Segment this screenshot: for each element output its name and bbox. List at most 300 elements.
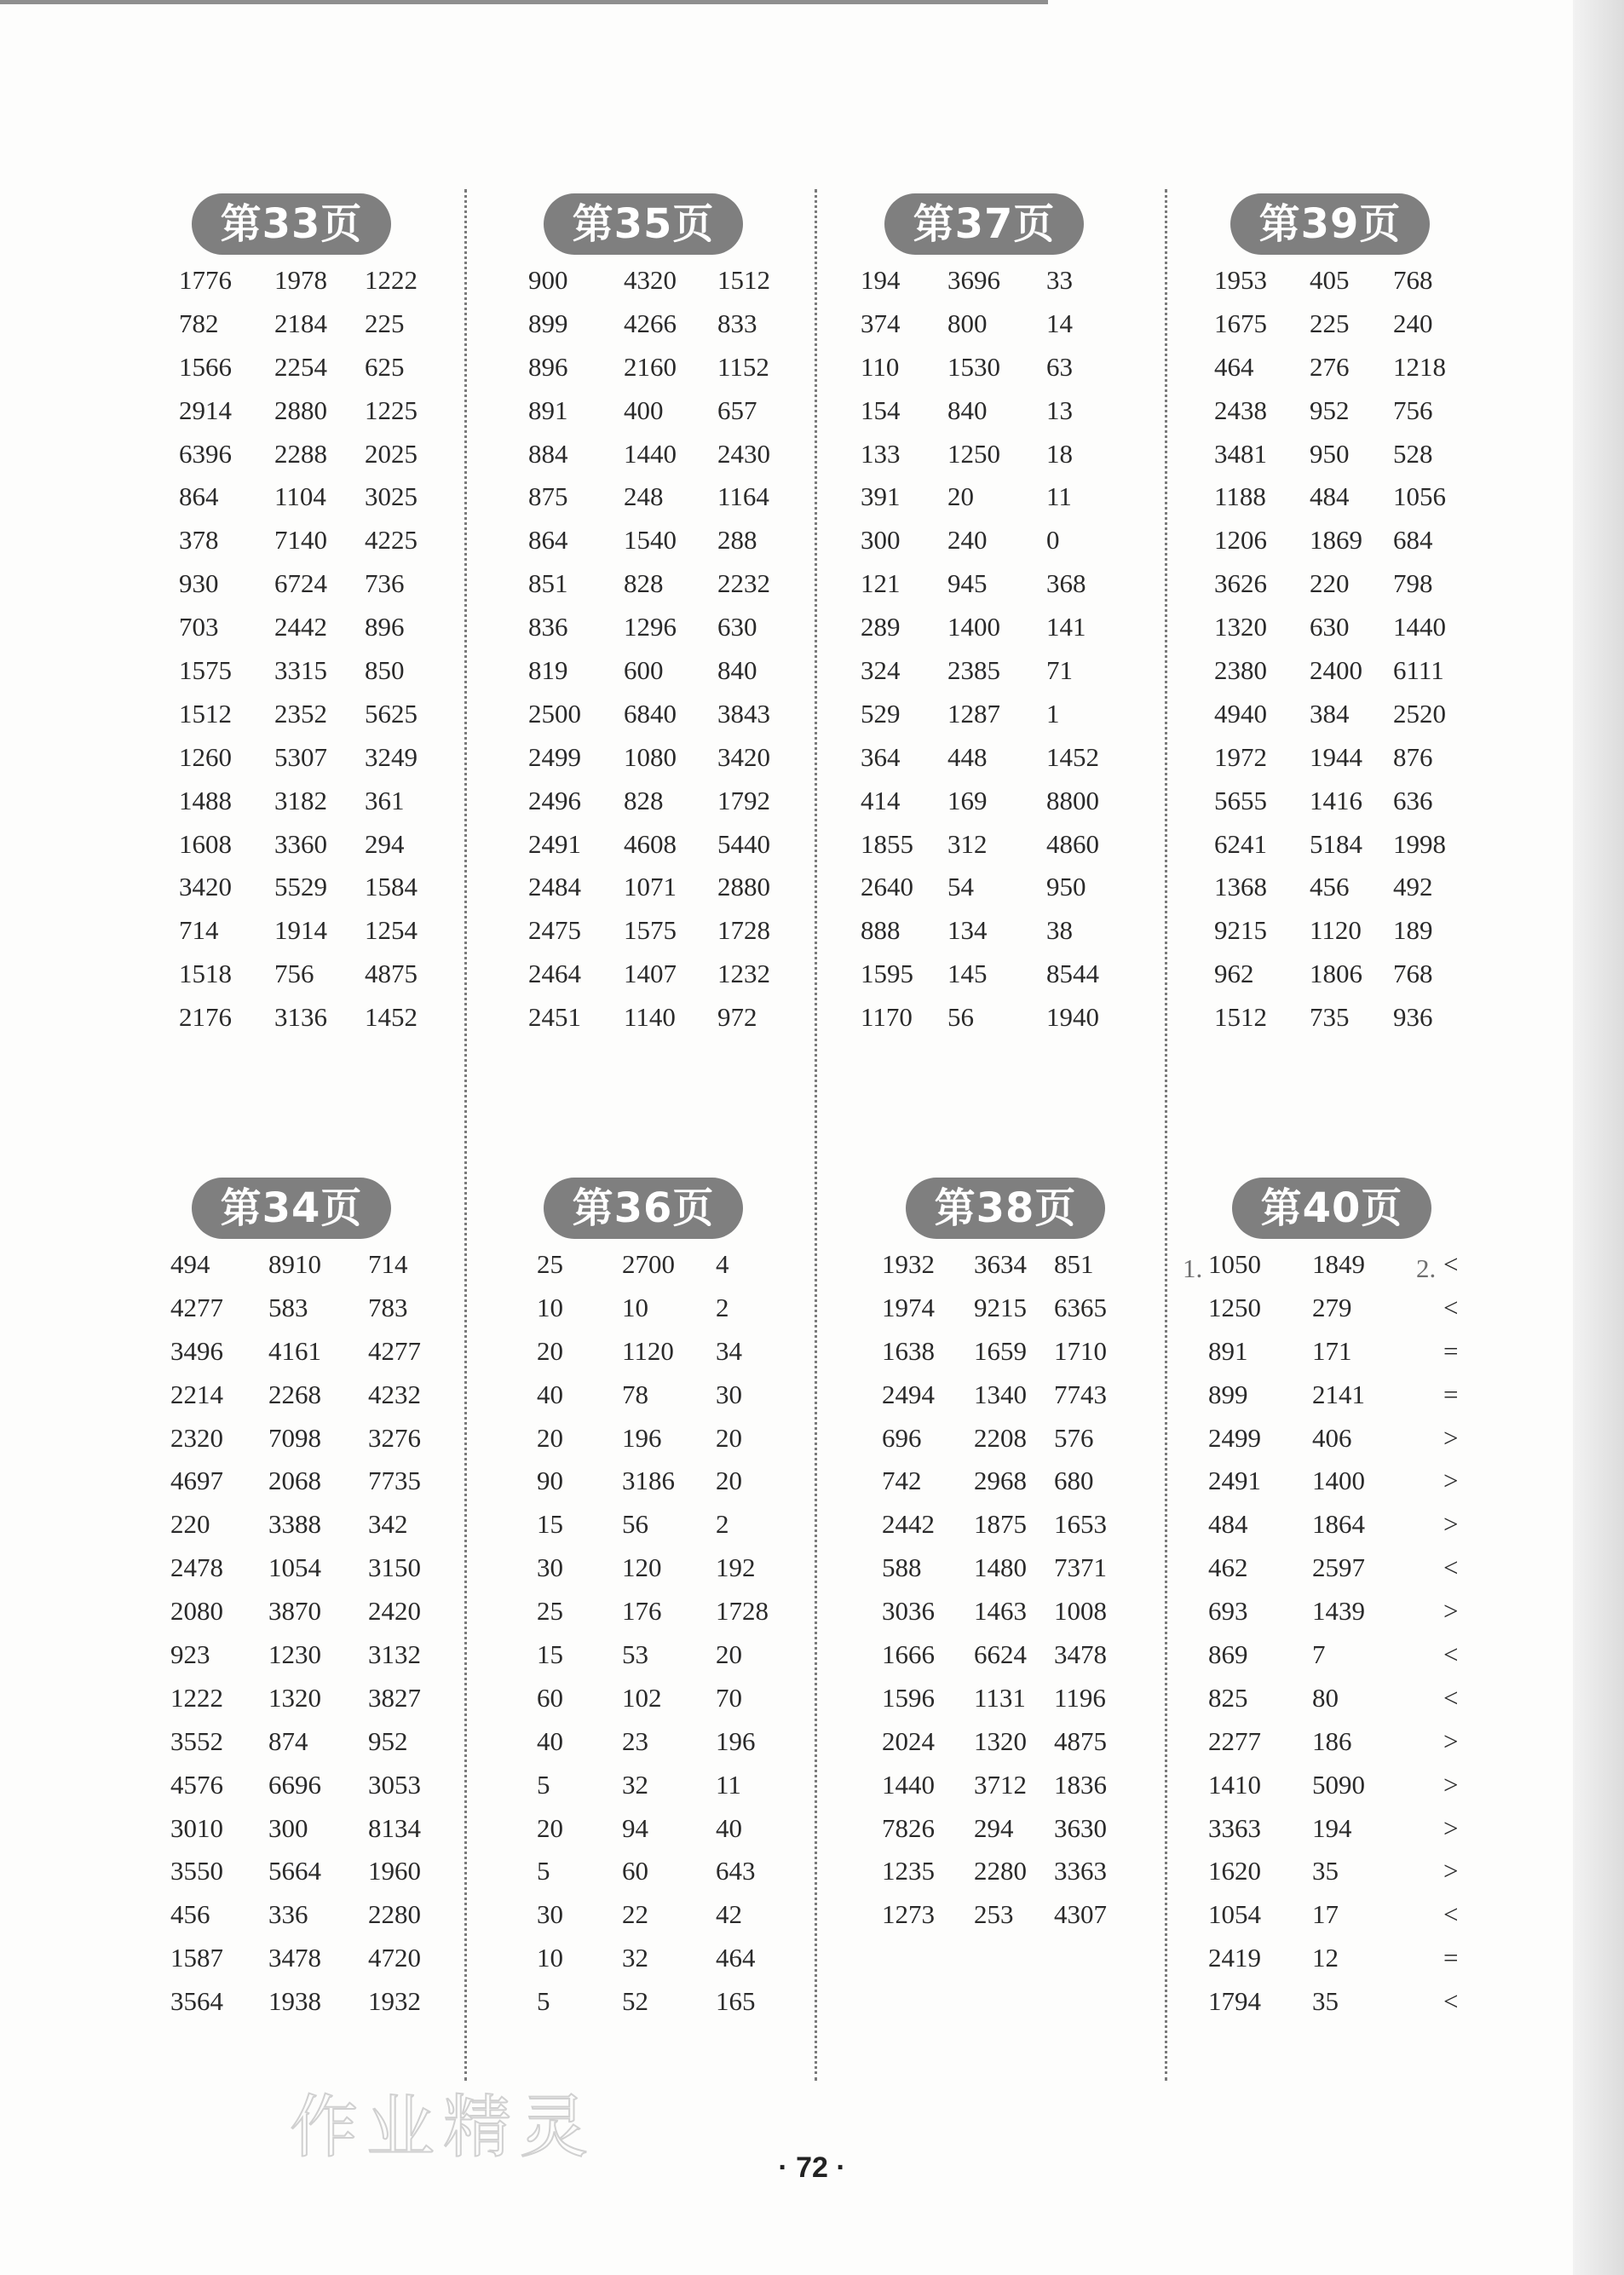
answer-value: 3550 [170, 1856, 223, 1886]
answer-value: 2597 [1312, 1552, 1365, 1583]
answer-value: 1320 [268, 1682, 321, 1713]
answer-value: 368 [1046, 568, 1086, 599]
answer-value: 684 [1393, 525, 1433, 556]
answer-value: 576 [1054, 1422, 1094, 1453]
answer-value: 8544 [1046, 959, 1099, 989]
answer-value: 1596 [882, 1682, 935, 1713]
answer-value: 1792 [717, 785, 770, 815]
answer-value: 600 [624, 655, 664, 686]
answer-value: 2484 [528, 872, 581, 902]
answer-value: = [1443, 1379, 1459, 1409]
answer-value: 1836 [1054, 1769, 1107, 1800]
answer-value: 2208 [974, 1422, 1027, 1453]
answer-value: 462 [1208, 1552, 1248, 1583]
answer-value: 194 [861, 265, 901, 295]
answer-value: 30 [537, 1552, 563, 1583]
answer-value: 225 [365, 308, 405, 338]
answer-value: 2499 [528, 741, 581, 772]
answer-value: 1260 [179, 741, 232, 772]
answer-value: 1728 [716, 1596, 769, 1627]
answer-value: 7140 [274, 525, 327, 556]
answer-value: 1188 [1214, 481, 1266, 512]
answer-value: 12 [1312, 1943, 1339, 1973]
answer-value: 9215 [1214, 915, 1267, 946]
answer-value: 7826 [882, 1812, 935, 1843]
answer-value: 15 [537, 1509, 563, 1540]
answer-value: 494 [170, 1249, 210, 1279]
answer-value: 90 [537, 1466, 563, 1496]
answer-value: 3827 [368, 1682, 421, 1713]
answer-value: 529 [861, 698, 901, 729]
page-title-badge: 第37页 [884, 193, 1084, 255]
answer-value: 32 [622, 1943, 648, 1973]
answer-value: 464 [1214, 351, 1254, 382]
page-title-badge: 第39页 [1230, 193, 1430, 255]
answer-value: 484 [1208, 1509, 1248, 1540]
answer-value: 783 [368, 1292, 408, 1322]
answer-value: 1170 [861, 1002, 913, 1033]
answer-value: 833 [717, 308, 757, 338]
answer-value: 300 [268, 1812, 308, 1843]
answer-value: 110 [861, 351, 900, 382]
answer-value: 30 [537, 1899, 563, 1930]
answer-value: 3136 [274, 1002, 327, 1033]
answer-value: 14 [1046, 308, 1073, 338]
answer-value: 288 [717, 525, 757, 556]
answer-value: 20 [537, 1335, 563, 1366]
answer-value: 3478 [1054, 1639, 1107, 1670]
answer-value: 2320 [170, 1422, 223, 1453]
answer-value: 3712 [974, 1769, 1027, 1800]
answer-value: 1452 [1046, 741, 1099, 772]
answer-value: 952 [1310, 395, 1350, 425]
answer-value: 2494 [882, 1379, 935, 1409]
answer-value: 35 [1312, 1856, 1339, 1886]
answer-value: 35 [1312, 1986, 1339, 2017]
answer-value: 2232 [717, 568, 770, 599]
answer-value: 1410 [1208, 1769, 1261, 1800]
answer-value: > [1443, 1769, 1459, 1800]
answer-value: 2025 [365, 438, 418, 469]
answer-value: 1439 [1312, 1596, 1365, 1627]
answer-value: 2478 [170, 1552, 223, 1583]
answer-value: 2438 [1214, 395, 1267, 425]
answer-value: 54 [947, 872, 974, 902]
answer-value: 145 [947, 959, 988, 989]
answer-value: 189 [1393, 915, 1433, 946]
answer-value: 3696 [947, 265, 1000, 295]
answer-value: 657 [717, 395, 757, 425]
answer-value: 1104 [274, 481, 326, 512]
answer-value: 1056 [1393, 481, 1446, 512]
answer-value: 3363 [1208, 1812, 1261, 1843]
answer-value: 756 [1393, 395, 1433, 425]
answer-value: 20 [716, 1466, 742, 1496]
answer-value: 374 [861, 308, 901, 338]
answer-value: 3276 [368, 1422, 421, 1453]
question-number-2: 2. [1416, 1253, 1437, 1283]
answer-value: 2 [716, 1292, 729, 1322]
answer-value: 1440 [624, 438, 677, 469]
answer-value: 20 [947, 481, 974, 512]
answer-value: 194 [1312, 1812, 1352, 1843]
answer-value: 364 [861, 741, 901, 772]
answer-value: 4277 [170, 1292, 223, 1322]
answer-value: 4161 [268, 1335, 321, 1366]
answer-value: 819 [528, 655, 568, 686]
answer-value: 798 [1393, 568, 1433, 599]
answer-value: 3363 [1054, 1856, 1107, 1886]
answer-value: 1620 [1208, 1856, 1261, 1886]
answer-value: 1869 [1310, 525, 1362, 556]
answer-value: 1008 [1054, 1596, 1107, 1627]
answer-value: > [1443, 1509, 1459, 1540]
answer-value: 2430 [717, 438, 770, 469]
answer-value: 630 [717, 612, 757, 642]
answer-value: 6696 [268, 1769, 321, 1800]
answer-value: 1488 [179, 785, 232, 815]
answer-value: 1953 [1214, 265, 1267, 295]
answer-value: < [1443, 1249, 1459, 1279]
answer-value: 133 [861, 438, 901, 469]
answer-value: 3420 [717, 741, 770, 772]
answer-value: 1235 [882, 1856, 935, 1886]
answer-value: 141 [1046, 612, 1086, 642]
answer-value: 40 [537, 1725, 563, 1756]
answer-value: 7371 [1054, 1552, 1107, 1583]
answer-value: 5184 [1310, 828, 1362, 859]
answer-value: 782 [179, 308, 219, 338]
answer-value: 1960 [368, 1856, 421, 1886]
answer-value: 1320 [1214, 612, 1267, 642]
answer-value: 78 [622, 1379, 648, 1409]
answer-value: 220 [1310, 568, 1350, 599]
answer-value: 1587 [170, 1943, 223, 1973]
answer-value: 240 [1393, 308, 1433, 338]
answer-value: 3150 [368, 1552, 421, 1583]
answer-value: 2968 [974, 1466, 1027, 1496]
answer-value: 23 [622, 1725, 648, 1756]
answer-value: 4875 [365, 959, 418, 989]
page-title-badge: 第35页 [544, 193, 743, 255]
answer-value: 13 [1046, 395, 1073, 425]
answer-value: = [1443, 1335, 1459, 1366]
answer-value: 121 [861, 568, 901, 599]
top-rule [0, 0, 1048, 4]
answer-value: 2475 [528, 915, 581, 946]
answer-value: 6724 [274, 568, 327, 599]
answer-value: 18 [1046, 438, 1073, 469]
answer-value: 5307 [274, 741, 327, 772]
answer-value: > [1443, 1596, 1459, 1627]
answer-value: 2385 [947, 655, 1000, 686]
answer-value: 1222 [170, 1682, 223, 1713]
answer-value: 4940 [1214, 698, 1267, 729]
answer-value: 56 [947, 1002, 974, 1033]
answer-value: 7735 [368, 1466, 421, 1496]
answer-value: 2700 [622, 1249, 675, 1279]
answer-value: 1940 [1046, 1002, 1099, 1033]
answer-value: 2491 [528, 828, 581, 859]
answer-value: 1131 [974, 1682, 1026, 1713]
answer-value: 2914 [179, 395, 232, 425]
answer-value: 1340 [974, 1379, 1027, 1409]
answer-value: 3564 [170, 1986, 223, 2017]
answer-value: 289 [861, 612, 901, 642]
answer-value: 2214 [170, 1379, 223, 1409]
answer-value: 2254 [274, 351, 327, 382]
answer-value: 186 [1312, 1725, 1352, 1756]
answer-value: 154 [861, 395, 901, 425]
answer-value: 4320 [624, 265, 677, 295]
answer-value: 63 [1046, 351, 1073, 382]
answer-value: 896 [528, 351, 568, 382]
answer-value: 4225 [365, 525, 418, 556]
answer-value: 643 [716, 1856, 756, 1886]
answer-value: 2464 [528, 959, 581, 989]
answer-value: 56 [622, 1509, 648, 1540]
answer-value: 2419 [1208, 1943, 1261, 1973]
answer-value: 2080 [170, 1596, 223, 1627]
answer-value: 1400 [1312, 1466, 1365, 1496]
answer-value: 836 [528, 612, 568, 642]
answer-value: 40 [716, 1812, 742, 1843]
answer-value: 5664 [268, 1856, 321, 1886]
answer-value: > [1443, 1856, 1459, 1886]
answer-value: 5625 [365, 698, 418, 729]
answer-value: 60 [537, 1682, 563, 1713]
answer-value: 2451 [528, 1002, 581, 1033]
answer-value: 693 [1208, 1596, 1248, 1627]
answer-value: 884 [528, 438, 568, 469]
answer-value: 300 [861, 525, 901, 556]
page-title-badge: 第38页 [906, 1178, 1105, 1239]
page-title-badge: 第36页 [544, 1178, 743, 1239]
answer-value: 1440 [882, 1769, 935, 1800]
answer-value: 276 [1310, 351, 1350, 382]
answer-value: 4608 [624, 828, 677, 859]
answer-value: 2160 [624, 351, 677, 382]
answer-value: 20 [537, 1812, 563, 1843]
answer-value: 2442 [882, 1509, 935, 1540]
answer-value: 342 [368, 1509, 408, 1540]
answer-value: 60 [622, 1856, 648, 1886]
answer-value: 1120 [1310, 915, 1362, 946]
answer-value: 800 [947, 308, 988, 338]
answer-value: 3481 [1214, 438, 1267, 469]
answer-value: 1849 [1312, 1249, 1365, 1279]
answer-value: 2141 [1312, 1379, 1365, 1409]
answer-value: 492 [1393, 872, 1433, 902]
answer-value: 1540 [624, 525, 677, 556]
answer-value: 3315 [274, 655, 327, 686]
answer-value: 1575 [624, 915, 677, 946]
answer-value: 120 [622, 1552, 662, 1583]
answer-value: 391 [861, 481, 901, 512]
answer-value: 630 [1310, 612, 1350, 642]
answer-value: 9215 [974, 1292, 1027, 1322]
answer-value: 850 [365, 655, 405, 686]
answer-value: 1932 [882, 1249, 935, 1279]
answer-value: 4 [716, 1249, 729, 1279]
answer-value: 5090 [1312, 1769, 1365, 1800]
answer-value: 950 [1046, 872, 1086, 902]
answer-value: 3634 [974, 1249, 1027, 1279]
answer-value: 196 [716, 1725, 756, 1756]
answer-value: 38 [1046, 915, 1073, 946]
page-title-badge: 第33页 [192, 193, 391, 255]
answer-value: 1653 [1054, 1509, 1107, 1540]
answer-value: 4697 [170, 1466, 223, 1496]
answer-value: 405 [1310, 265, 1350, 295]
answer-value: 6396 [179, 438, 232, 469]
answer-value: 7 [1312, 1639, 1326, 1670]
answer-value: 11 [1046, 481, 1072, 512]
answer-value: 1675 [1214, 308, 1267, 338]
answer-value: 1152 [717, 351, 769, 382]
answer-value: 4720 [368, 1943, 421, 1973]
answer-value: 2277 [1208, 1725, 1261, 1756]
answer-value: 176 [622, 1596, 662, 1627]
answer-value: < [1443, 1292, 1459, 1322]
answer-value: 4232 [368, 1379, 421, 1409]
answer-value: 3388 [268, 1509, 321, 1540]
answer-value: 1206 [1214, 525, 1267, 556]
answer-value: 53 [622, 1639, 648, 1670]
answer-value: 2880 [717, 872, 770, 902]
answer-value: 3182 [274, 785, 327, 815]
answer-value: 1512 [179, 698, 232, 729]
answer-value: 2068 [268, 1466, 321, 1496]
answer-value: 1407 [624, 959, 677, 989]
answer-value: < [1443, 1682, 1459, 1713]
answer-value: 5 [537, 1856, 550, 1886]
answer-value: 1512 [717, 265, 770, 295]
answer-value: 1 [1046, 698, 1060, 729]
page-title-badge: 第34页 [192, 1178, 391, 1239]
answer-value: 3496 [170, 1335, 223, 1366]
answer-value: 891 [1208, 1335, 1248, 1366]
answer-value: 962 [1214, 959, 1254, 989]
answer-value: 192 [716, 1552, 756, 1583]
answer-value: 1794 [1208, 1986, 1261, 2017]
answer-value: 1938 [268, 1986, 321, 2017]
answer-value: 528 [1393, 438, 1433, 469]
answer-value: 1050 [1208, 1249, 1261, 1279]
answer-value: 52 [622, 1986, 648, 2017]
answer-value: 1071 [624, 872, 677, 902]
answer-value: < [1443, 1552, 1459, 1583]
answer-value: 1998 [1393, 828, 1446, 859]
answer-value: 4277 [368, 1335, 421, 1366]
answer-value: 3010 [170, 1812, 223, 1843]
answer-value: 828 [624, 785, 664, 815]
answer-value: 456 [170, 1899, 210, 1930]
answer-value: 3360 [274, 828, 327, 859]
answer-value: 1296 [624, 612, 677, 642]
answer-value: 196 [622, 1422, 662, 1453]
answer-value: 20 [716, 1639, 742, 1670]
page-edge-shadow [1573, 0, 1624, 2275]
answer-value: 950 [1310, 438, 1350, 469]
answer-value: 1638 [882, 1335, 935, 1366]
answer-value: 7743 [1054, 1379, 1107, 1409]
answer-value: 5 [537, 1986, 550, 2017]
answer-value: 20 [716, 1422, 742, 1453]
answer-value: 1595 [861, 959, 913, 989]
answer-value: 2880 [274, 395, 327, 425]
answer-value: 1512 [1214, 1002, 1267, 1033]
answer-value: 714 [368, 1249, 408, 1279]
answer-value: 324 [861, 655, 901, 686]
answer-value: 1140 [624, 1002, 676, 1033]
answer-value: 1518 [179, 959, 232, 989]
answer-value: 2520 [1393, 698, 1446, 729]
answer-value: > [1443, 1725, 1459, 1756]
answer-value: 869 [1208, 1639, 1248, 1670]
answer-value: 2499 [1208, 1422, 1261, 1453]
answer-value: 33 [1046, 265, 1073, 295]
answer-value: 70 [716, 1682, 742, 1713]
answer-value: 378 [179, 525, 219, 556]
answer-value: 1530 [947, 351, 1000, 382]
answer-value: 102 [622, 1682, 662, 1713]
answer-value: 742 [882, 1466, 922, 1496]
answer-value: 1218 [1393, 351, 1446, 382]
answer-value: > [1443, 1812, 1459, 1843]
answer-value: 891 [528, 395, 568, 425]
answer-value: 4307 [1054, 1899, 1107, 1930]
answer-value: 0 [1046, 525, 1060, 556]
answer-value: 294 [974, 1812, 1014, 1843]
answer-value: 2176 [179, 1002, 232, 1033]
answer-value: 456 [1310, 872, 1350, 902]
answer-value: 1164 [717, 481, 769, 512]
answer-value: 253 [974, 1899, 1014, 1930]
answer-value: 696 [882, 1422, 922, 1453]
answer-value: 5440 [717, 828, 770, 859]
answer-value: 5655 [1214, 785, 1267, 815]
answer-value: 248 [624, 481, 664, 512]
column-divider [464, 189, 467, 2081]
answer-value: 2496 [528, 785, 581, 815]
answer-value: 899 [528, 308, 568, 338]
answer-value: 1666 [882, 1639, 935, 1670]
answer-value: 1232 [717, 959, 770, 989]
answer-value: 930 [179, 568, 219, 599]
answer-value: 4860 [1046, 828, 1099, 859]
answer-value: 825 [1208, 1682, 1248, 1713]
answer-value: 279 [1312, 1292, 1352, 1322]
answer-value: 1584 [365, 872, 418, 902]
answer-value: 171 [1312, 1335, 1352, 1366]
answer-value: 1480 [974, 1552, 1027, 1583]
answer-value: 400 [624, 395, 664, 425]
answer-value: 2352 [274, 698, 327, 729]
answer-value: 636 [1393, 785, 1433, 815]
answer-value: 40 [537, 1379, 563, 1409]
answer-value: 6624 [974, 1639, 1027, 1670]
answer-value: 1855 [861, 828, 913, 859]
answer-value: 768 [1393, 959, 1433, 989]
answer-value: 1914 [274, 915, 327, 946]
answer-value: 1222 [365, 265, 418, 295]
answer-value: 888 [861, 915, 901, 946]
answer-value: 864 [528, 525, 568, 556]
answer-value: 1120 [622, 1335, 674, 1366]
answer-value: 30 [716, 1379, 742, 1409]
answer-value: 1452 [365, 1002, 418, 1033]
